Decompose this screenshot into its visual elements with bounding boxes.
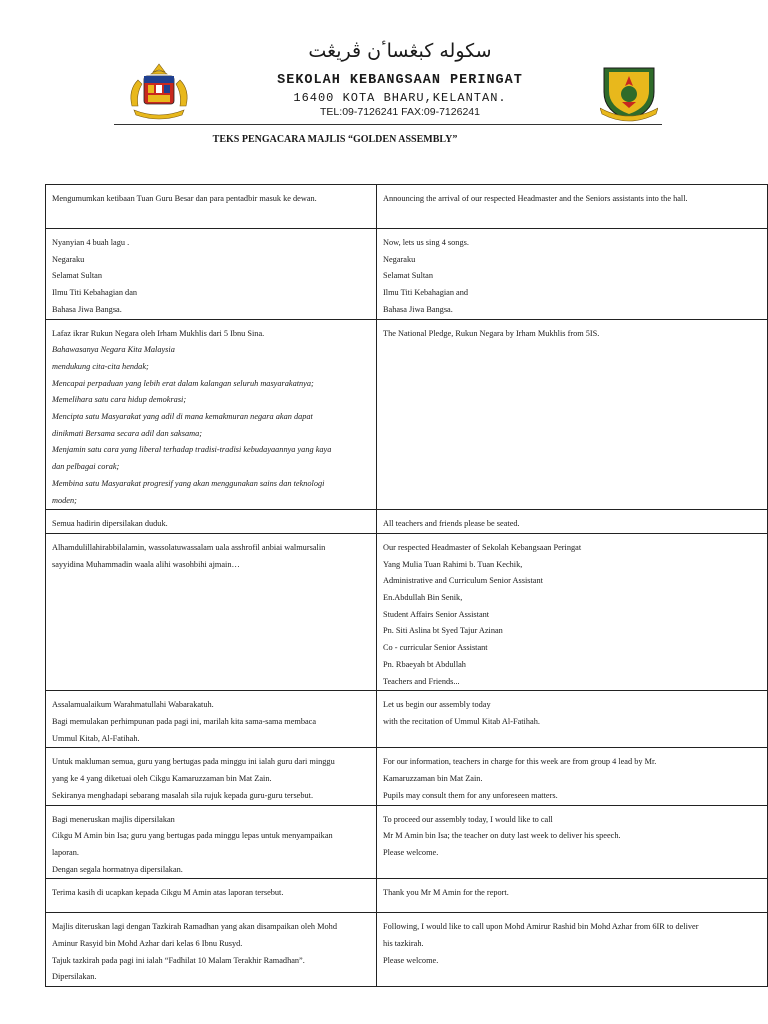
table-row (46, 510, 768, 534)
english-line: Yang Mulia Tuan Rahimi b. Tuan Kechik, (383, 559, 523, 569)
english-cell (377, 879, 768, 913)
table-row (46, 748, 768, 805)
malay-line: Cikgu M Amin bin Isa; guru yang bertugas pada minggu lepas untuk menyampaikan (52, 831, 333, 841)
malay-line: Untuk makluman semua, guru yang bertugas pada minggu ini ialah guru dari minggu (52, 757, 335, 767)
malay-cell (46, 319, 377, 510)
table-row (46, 691, 768, 748)
coat-of-arms-logo (124, 60, 194, 122)
english-line: Kamaruzzaman bin Mat Zain. (383, 774, 483, 784)
malay-cell (46, 748, 377, 805)
table-row (46, 229, 768, 320)
english-line: Ilmu Titi Kebahagian and (383, 288, 469, 298)
table-row (46, 533, 768, 690)
english-line: Administrative and Curriculum Senior Assistant (383, 576, 543, 586)
pledge-line: Mencipta satu Masyarakat yang adil di mana kemakmuran negara akan dapat (52, 412, 313, 422)
malay-line: Dengan segala hormatnya dipersilakan. (52, 864, 183, 874)
malay-line: Bagi memulakan perhimpunan pada pagi ini, marilah kita sama-sama membaca (52, 716, 317, 726)
school-name-jawi: سكوله كبڠساٴن ڤريڠت (308, 40, 492, 62)
document-title: TEKS PENGACARA MAJLIS “GOLDEN ASSEMBLY” (212, 134, 458, 145)
malay-cell (46, 510, 377, 534)
malay-cell (46, 913, 377, 987)
malay-line: yang ke 4 yang diketuai oleh Cikgu Kamaruzzaman bin Mat Zain. (52, 774, 272, 784)
pledge-line: Memelihara satu cara hidup demokrasi; (52, 395, 187, 405)
malay-line: Semua hadirin dipersilakan duduk. (52, 519, 168, 529)
english-line: Mr M Amin bin Isa; the teacher on duty last week to deliver his speech. (383, 831, 621, 841)
english-line: his tazkirah. (383, 939, 424, 949)
malay-line: Nyanyian 4 buah lagu . (52, 238, 130, 247)
malay-line: Assalamualaikum Warahmatullahi Wabarakatuh. (52, 700, 214, 710)
malay-line: Alhamdulillahirabbilalamin, wassolatuwassalam uala asshrofil anbiai walmursalin (52, 542, 326, 552)
english-line: En.Abdullah Bin Senik, (383, 593, 463, 603)
english-cell (377, 185, 768, 229)
school-address: 16400 KOTA BHARU,KELANTAN. (293, 91, 507, 105)
english-line: Let us begin our assembly today (383, 700, 491, 710)
english-line: Following, I would like to call upon Mohd Amirur Rashid bin Mohd Azhar from 6IR to deliver (383, 922, 699, 932)
school-name: SEKOLAH KEBANGSAAN PERINGAT (277, 73, 523, 88)
english-line: Please welcome. (383, 955, 439, 965)
malay-line: Selamat Sultan (52, 271, 103, 281)
pledge-line: dinikmati Bersama secara adil dan saksama; (52, 428, 203, 438)
table-row (46, 185, 768, 229)
malay-line: Mengumumkan ketibaan Tuan Guru Besar dan para pentadbir masuk ke dewan. (52, 194, 317, 203)
malay-line: sayyidina Muhammadin waala alihi wasohbihi ajmain… (52, 559, 240, 569)
english-line: All teachers and friends please be seated. (383, 519, 520, 529)
pledge-line: mendukung cita-cita hendak; (52, 361, 149, 371)
malay-line: Ilmu Titi Kebahagian dan (52, 288, 138, 298)
english-line: Pn. Siti Aslina bt Syed Tajur Azinan (383, 626, 503, 636)
english-cell (377, 913, 768, 987)
pledge-line: Membina satu Masyarakat progresif yang akan menggunakan sains dan teknologi (52, 478, 325, 488)
english-cell (377, 805, 768, 879)
script-table (45, 184, 768, 987)
english-line: Bahasa Jiwa Bangsa. (383, 304, 453, 314)
english-cell (377, 319, 768, 510)
english-cell (377, 748, 768, 805)
table-row (46, 913, 768, 987)
pledge-line: Menjamin satu cara yang liberal terhadap tradisi-tradisi kebudayaannya yang kaya (52, 445, 332, 455)
table-row (46, 805, 768, 879)
malay-line: Ummul Kitab, Al-Fatihah. (52, 733, 140, 743)
malay-line: Bahasa Jiwa Bangsa. (52, 304, 122, 314)
english-line: Please welcome. (383, 847, 439, 857)
malay-line: Dipersilakan. (52, 972, 97, 982)
english-cell (377, 533, 768, 690)
pledge-line: Mencapai perpaduan yang lebih erat dalam kalangan seluruh masyarakatnya; (52, 378, 314, 388)
malay-line: Terima kasih di ucapkan kepada Cikgu M Amin atas laporan tersebut. (52, 888, 284, 898)
malay-cell (46, 805, 377, 879)
english-cell (377, 691, 768, 748)
english-line: Negaraku (383, 254, 416, 264)
malay-line: Majlis diteruskan lagi dengan Tazkirah Ramadhan yang akan disampaikan oleh Mohd (52, 922, 337, 932)
malay-cell (46, 229, 377, 320)
english-line: with the recitation of Ummul Kitab Al-Fatihah. (383, 716, 540, 726)
english-line: Now, lets us sing 4 songs. (383, 238, 469, 247)
malay-cell (46, 879, 377, 913)
malay-cell (46, 185, 377, 229)
english-line: Teachers and Friends... (383, 676, 460, 686)
english-line: Student Affairs Senior Assistant (383, 609, 490, 619)
school-badge-logo (600, 62, 658, 122)
english-line: The National Pledge, Rukun Negara by Irham Mukhlis from 5IS. (383, 328, 600, 338)
malay-line: Lafaz ikrar Rukun Negara oleh Irham Mukhlis dari 5 Ibnu Sina. (52, 328, 265, 338)
malay-line: Sekiranya menghadapi sebarang masalah sila rujuk kepada guru-guru tersebut. (52, 790, 314, 800)
english-line: Announcing the arrival of our respected Headmaster and the Seniors assistants into the hall. (383, 194, 688, 203)
header-divider (114, 124, 662, 125)
pledge-line: dan pelbagai corak; (52, 462, 120, 472)
english-cell (377, 510, 768, 534)
malay-cell (46, 533, 377, 690)
malay-line: Bagi meneruskan majlis dipersilakan (52, 814, 175, 824)
english-line: Selamat Sultan (383, 271, 434, 281)
english-cell (377, 229, 768, 320)
english-line: Co - curricular Senior Assistant (383, 643, 488, 653)
english-line: Pupils may consult them for any unforeseen matters. (383, 790, 558, 800)
malay-cell (46, 691, 377, 748)
table-row (46, 319, 768, 510)
malay-line: Negaraku (52, 254, 85, 264)
school-contact: TEL:09-7126241 FAX:09-7126241 (320, 106, 480, 118)
english-line: Pn. Rbaeyah bt Abdullah (383, 659, 466, 669)
table-row (46, 879, 768, 913)
malay-line: Aminur Rasyid bin Mohd Azhar dari kelas 6 Ibnu Rusyd. (52, 939, 243, 949)
pledge-line: moden; (52, 495, 77, 505)
malay-line: laporan. (52, 847, 79, 857)
pledge-line: Bahawasanya Negara Kita Malaysia (52, 345, 175, 355)
english-line: For our information, teachers in charge for this week are from group 4 lead by Mr. (383, 757, 657, 767)
english-line: To proceed our assembly today, I would like to call (383, 814, 553, 824)
english-line: Our respected Headmaster of Sekolah Kebangsaan Peringat (383, 542, 582, 552)
english-line: Thank you Mr M Amin for the report. (383, 888, 509, 898)
malay-line: Tajuk tazkirah pada pagi ini ialah “Fadhilat 10 Malam Terakhir Ramadhan”. (52, 955, 305, 965)
